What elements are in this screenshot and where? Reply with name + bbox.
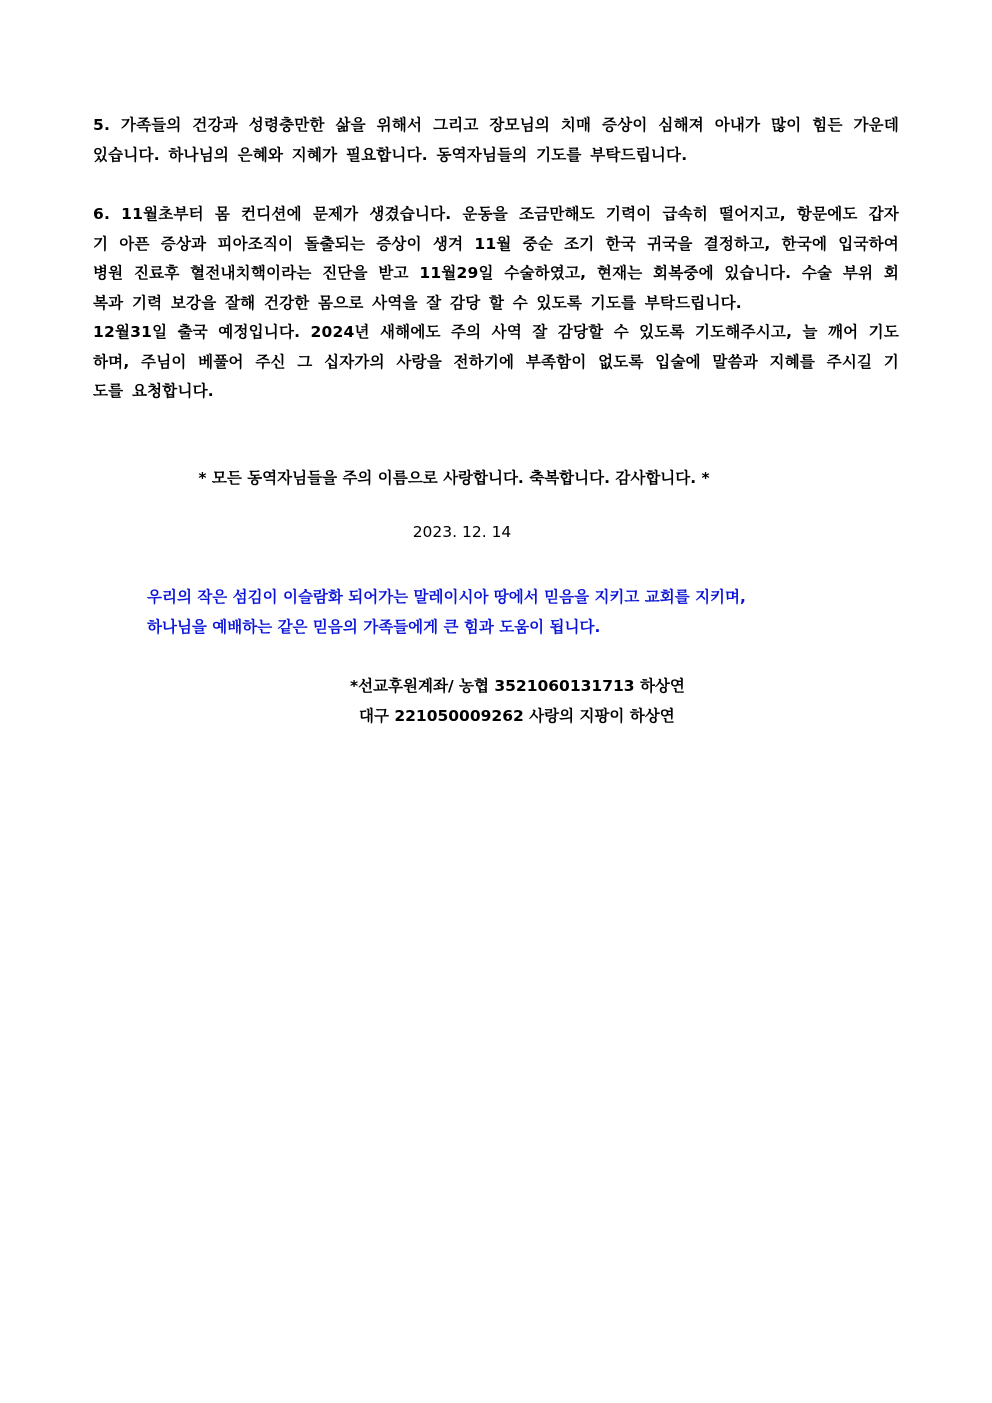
paragraph-5-line: 있습니다. 하나님의 은혜와 지혜가 필요합니다. 동역자님들의 기도를 부탁드립니다. bbox=[93, 145, 688, 164]
blessing-line: * 모든 동역자님들을 주의 이름으로 사랑합니다. 축복합니다. 감사합니다. * bbox=[198, 469, 710, 487]
account-line-nonghyup: *선교후원계좌/ 농협 3521060131713 하상연 bbox=[350, 677, 685, 695]
paragraph-6-line: 도를 요청합니다. bbox=[93, 382, 214, 400]
paragraph-6 bbox=[93, 200, 899, 407]
paragraph-6-line: 6. 11월초부터 몸 컨디션에 문제가 생겼습니다. 운동을 조금만해도 기력이 급속히 떨어지고, 항문에도 갑자 bbox=[93, 205, 899, 223]
paragraph-6-line: 병원 진료후 혈전내치핵이라는 진단을 받고 11월29일 수술하였고, 현재는 회복중에 있습니다. 수술 부위 회 bbox=[93, 264, 899, 282]
paragraph-6-line: 복과 기력 보강을 잘해 건강한 몸으로 사역을 잘 감당 할 수 있도록 기도를 부탁드립니다. bbox=[93, 293, 742, 312]
blue-message-line: 우리의 작은 섬김이 이슬람화 되어가는 말레이시아 땅에서 믿음을 지키고 교회를 지키며, bbox=[147, 588, 746, 606]
paragraph-6-line: 12월31일 출국 예정입니다. 2024년 새해에도 주의 사역 잘 감당할 수 있도록 기도해주시고, 늘 깨어 기도 bbox=[93, 323, 899, 341]
paragraph-5-line: 5. 가족들의 건강과 성령충만한 삶을 위해서 그리고 장모님의 치매 증상이 심해져 아내가 많이 힘든 가운데 bbox=[93, 116, 899, 134]
blue-message bbox=[147, 582, 746, 642]
paragraph-6-line: 기 아픈 증상과 피아조직이 돌출되는 증상이 생겨 11월 중순 조기 한국 귀국을 결정하고, 한국에 입국하여 bbox=[93, 234, 899, 253]
donation-accounts bbox=[350, 671, 685, 731]
paragraph-5 bbox=[93, 111, 899, 170]
paragraph-6-line: 하며, 주님이 베풀어 주신 그 십자가의 사랑을 전하기에 부족함이 없도록 입술에 말씀과 지혜를 주시길 기 bbox=[93, 352, 899, 371]
account-line-daegu: 대구 221050009262 사랑의 지팡이 하상연 bbox=[359, 707, 675, 725]
blue-message-line: 하나님을 예배하는 같은 믿음의 가족들에게 큰 힘과 도움이 됩니다. bbox=[147, 618, 601, 636]
document-date: 2023. 12. 14 bbox=[412, 523, 512, 541]
